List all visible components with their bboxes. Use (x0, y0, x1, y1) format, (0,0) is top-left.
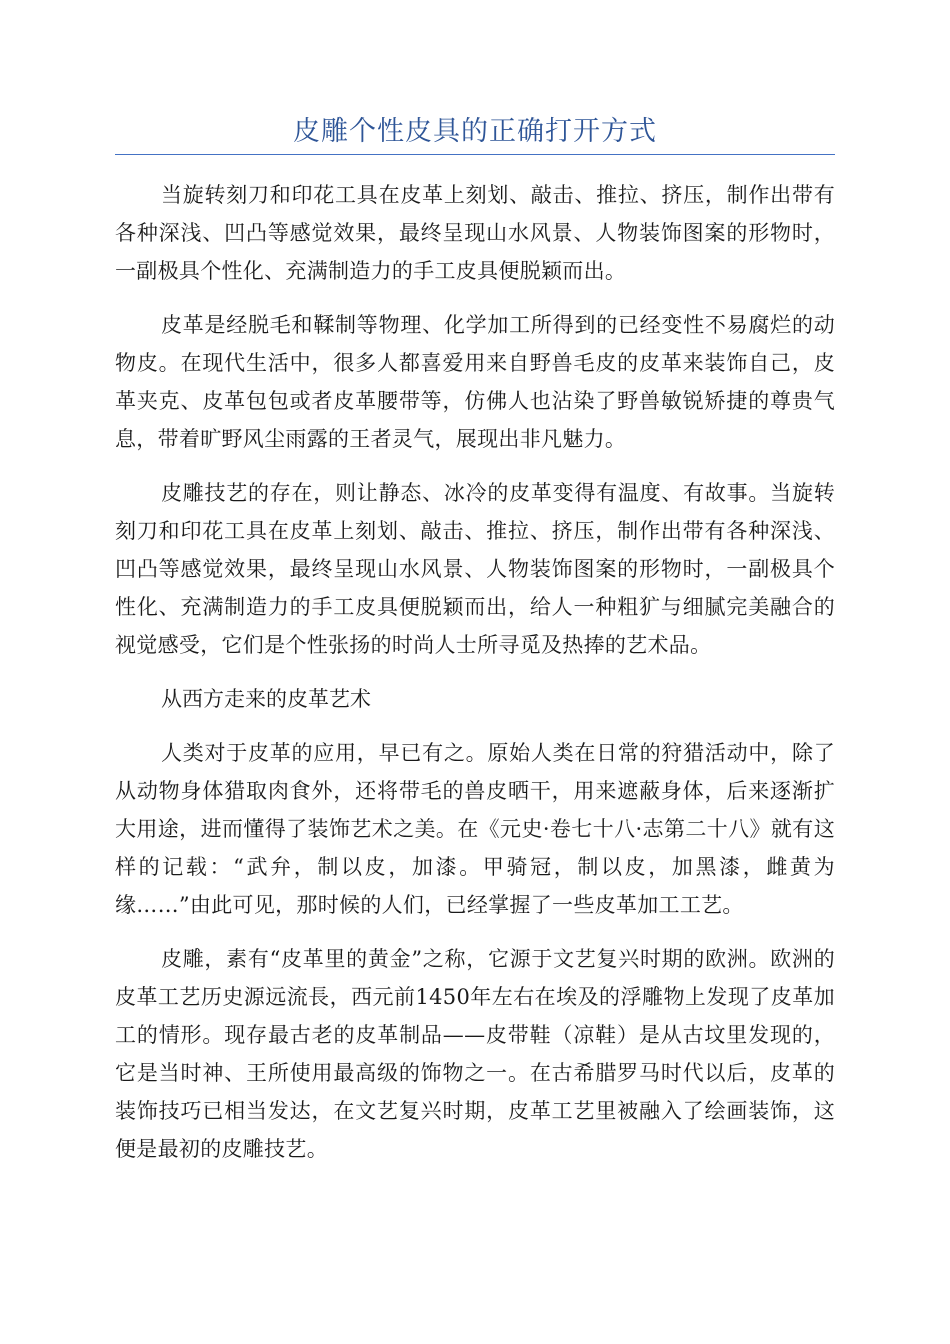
section-subheading: 从西方走来的皮革艺术 (161, 687, 371, 711)
document-title: 皮雕个性皮具的正确打开方式 (293, 116, 657, 147)
document-body (115, 176, 835, 1184)
title-underline (115, 154, 835, 155)
body-paragraph-3: 皮雕技艺的存在，则让静态、冰冷的皮革变得有温度、有故事。当旋转刻刀和印花工具在皮革上刻划、敲击、推拉、挤压，制作出带有各种深浅、凹凸等感觉效果，最终呈现山水风景、人物装饰图案的形物时，一副极具个性化、充满制造力的手工皮具便脱颖而出，给人一种粗犷与细腻完美融合的视觉感受，它们是个性张扬的时尚人士所寻觅及热捧的艺术品。 (115, 481, 835, 657)
body-paragraph-2: 皮革是经脱毛和鞣制等物理、化学加工所得到的已经变性不易腐烂的动物皮。在现代生活中，很多人都喜爱用来自野兽毛皮的皮革来装饰自己，皮革夹克、皮革包包或者皮革腰带等，仿佛人也沾染了野兽敏锐矫捷的尊贵气息，带着旷野风尘雨露的王者灵气，展现出非凡魅力。 (115, 313, 835, 451)
body-paragraph-5: 皮雕，素有“皮革里的黄金”之称，它源于文艺复兴时期的欧洲。欧洲的皮革工艺历史源远流長，西元前1450年左右在埃及的浮雕物上发现了皮革加工的情形。现存最古老的皮革制品——皮带鞋（凉鞋）是从古坟里发现的，它是当时神、王所使用最高级的饰物之一。在古希腊罗马时代以后，皮革的装饰技巧已相当发达，在文艺复兴时期，皮革工艺里被融入了绘画装饰，这便是最初的皮雕技艺。 (115, 947, 835, 1161)
body-paragraph-4: 人类对于皮革的应用，早已有之。原始人类在日常的狩猎活动中，除了从动物身体猎取肉食外，还将带毛的兽皮晒干，用来遮蔽身体，后来逐渐扩大用途，进而懂得了装饰艺术之美。在《元史·卷七十八·志第二十八》就有这样的记载：“武弁，制以皮，加漆。甲骑冠，制以皮，加黑漆，雌黄为缘……”由此可见，那时候的人们，已经掌握了一些皮革加工工艺。 (115, 741, 835, 917)
body-paragraph-1: 当旋转刻刀和印花工具在皮革上刻划、敲击、推拉、挤压，制作出带有各种深浅、凹凸等感觉效果，最终呈现山水风景、人物装饰图案的形物时，一副极具个性化、充满制造力的手工皮具便脱颖而出。 (115, 183, 835, 283)
